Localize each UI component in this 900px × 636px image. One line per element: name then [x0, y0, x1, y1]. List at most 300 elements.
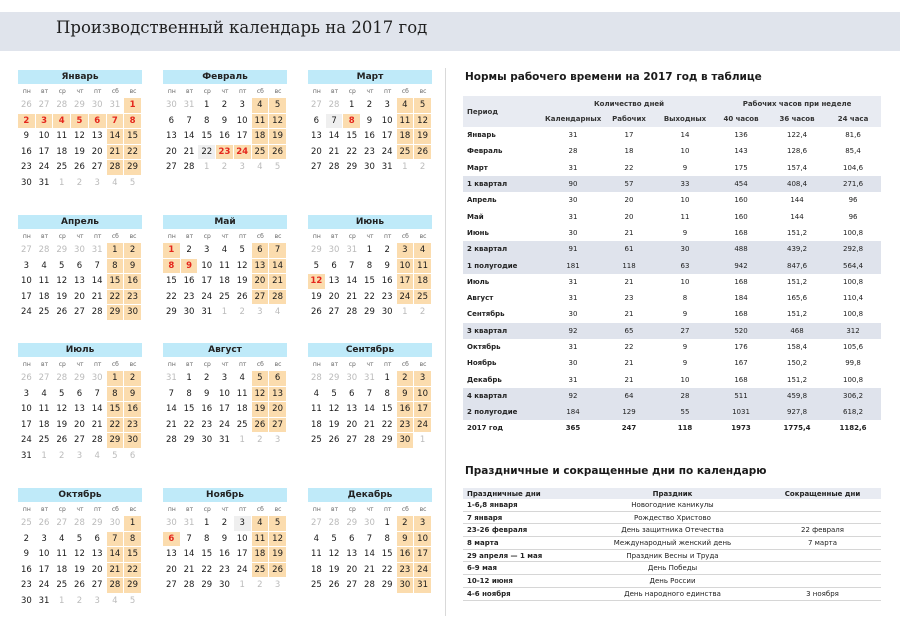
norms-value: 105,6: [843, 343, 864, 351]
norms-value: 65: [601, 323, 657, 339]
norms-value: 167: [734, 359, 748, 368]
weekday-label: вс: [419, 506, 427, 513]
norms-value: 11: [680, 212, 690, 221]
calendar-day: 21: [181, 563, 199, 579]
weekday-label: пн: [22, 88, 31, 95]
calendar-day: 21: [89, 290, 107, 306]
weekday-label: ср: [348, 233, 356, 240]
calendar-day: 28: [181, 160, 199, 176]
calendar-day: 27: [89, 160, 107, 176]
calendar-day: 1: [361, 243, 379, 259]
calendar-day: 2: [18, 532, 36, 548]
weekday-label: ср: [58, 233, 66, 240]
header-bar: [0, 12, 900, 51]
weekday-label: вт: [331, 506, 339, 513]
calendar-day: 18: [414, 274, 432, 290]
next-month-day: 3: [269, 578, 287, 594]
calendar-day: 19: [71, 145, 89, 161]
calendar-day: 24: [234, 145, 252, 161]
prev-month-day: 29: [308, 243, 326, 259]
calendar-day: 6: [163, 114, 181, 130]
calendar-day: 29: [163, 305, 181, 321]
norms-period: 2017 год: [467, 424, 504, 433]
norms-value: 64: [601, 388, 657, 404]
calendar-day: 25: [397, 145, 415, 161]
calendar-day: 9: [18, 547, 36, 563]
norms-value: 22: [624, 163, 634, 172]
norms-value: 21: [624, 228, 634, 237]
calendar-day: 12: [53, 274, 71, 290]
weekday-label: ср: [203, 506, 211, 513]
calendar-day: 14: [89, 402, 107, 418]
norms-value: 160: [734, 212, 748, 221]
prev-month-day: 28: [308, 371, 326, 387]
month-calendar: [18, 215, 142, 321]
calendar-day: 28: [326, 160, 344, 176]
norms-row: [463, 371, 881, 387]
calendar-day: 19: [252, 402, 270, 418]
weekday-label: вт: [41, 233, 49, 240]
prev-month-day: 30: [326, 243, 344, 259]
calendar-day: 2: [198, 371, 216, 387]
norms-value: 144: [790, 212, 804, 221]
calendar-day: 3: [414, 371, 432, 387]
weekday-label: вс: [274, 88, 282, 95]
holiday-row: [463, 562, 881, 575]
calendar-day: 22: [107, 418, 125, 434]
calendar-day: 25: [308, 433, 326, 449]
prev-month-day: 31: [163, 371, 181, 387]
weekday-label: сб: [111, 88, 119, 95]
calendar-day: 11: [252, 532, 270, 548]
calendar-day: 20: [89, 563, 107, 579]
calendar-day: 16: [18, 145, 36, 161]
calendar-day: 15: [181, 402, 199, 418]
calendar-day: 22: [163, 290, 181, 306]
next-month-day: 3: [252, 305, 270, 321]
calendar-day: 15: [163, 274, 181, 290]
next-month-day: 4: [107, 176, 125, 192]
norms-value: 1775,4: [783, 424, 811, 433]
prev-month-day: 25: [18, 516, 36, 532]
calendar-day: 10: [397, 259, 415, 275]
calendar-day: 11: [252, 114, 270, 130]
calendar-day: 21: [181, 145, 199, 161]
calendar-day: 27: [326, 305, 344, 321]
weekday-label: вс: [129, 506, 137, 513]
calendar-day: 22: [198, 145, 216, 161]
next-month-day: 5: [124, 594, 142, 610]
norms-period: 1 полугодие: [463, 257, 545, 273]
calendar-day: 16: [397, 547, 415, 563]
norms-value: 160: [734, 196, 748, 205]
calendar-day: 12: [234, 259, 252, 275]
calendar-day: 25: [308, 578, 326, 594]
norms-value: 30: [568, 228, 578, 237]
shortened-day: [764, 549, 881, 562]
weekday-label: чт: [221, 88, 229, 95]
norms-period: 3 квартал: [463, 323, 545, 339]
calendar-day: 13: [343, 402, 361, 418]
norms-value: 151,2: [786, 277, 808, 286]
weekday-label: вс: [274, 361, 282, 368]
calendar-day: 3: [36, 532, 54, 548]
prev-month-day: 27: [308, 98, 326, 114]
calendar-day: 25: [414, 290, 432, 306]
calendar-day: 29: [343, 160, 361, 176]
calendar-day: 1: [163, 243, 181, 259]
calendar-day: 17: [216, 402, 234, 418]
calendar-day: 3: [18, 259, 36, 275]
calendar-day: 18: [252, 129, 270, 145]
weekday-label: сб: [256, 506, 264, 513]
norms-value: 92: [545, 388, 601, 404]
calendar-day: 1: [198, 516, 216, 532]
calendar-day: 23: [216, 145, 234, 161]
weekday-label: чт: [76, 88, 84, 95]
calendar-day: 5: [53, 387, 71, 403]
calendar-day: 25: [252, 145, 270, 161]
norms-value: 129: [601, 404, 657, 420]
weekday-label: вс: [274, 506, 282, 513]
calendar-day: 12: [71, 129, 89, 145]
weekday-label: чт: [366, 88, 374, 95]
norms-value: 61: [601, 241, 657, 257]
norms-value: 100,8: [843, 310, 864, 319]
calendar-day: 7: [181, 114, 199, 130]
calendar-day: 28: [181, 578, 199, 594]
norms-row: [463, 388, 881, 404]
calendar-day: 18: [234, 402, 252, 418]
calendar-day: 20: [252, 274, 270, 290]
calendar-day: 4: [308, 387, 326, 403]
calendar-day: 8: [124, 532, 142, 548]
next-month-day: 4: [252, 160, 270, 176]
weekday-label: вс: [129, 233, 137, 240]
calendar-day: 8: [107, 259, 125, 275]
prev-month-day: 29: [326, 371, 344, 387]
norms-value: 63: [657, 257, 713, 273]
norms-value: 439,2: [769, 241, 825, 257]
holiday-dates: 6-9 мая: [463, 562, 581, 575]
next-month-day: 3: [89, 594, 107, 610]
weekday-label: ср: [58, 361, 66, 368]
calendar-day: 6: [71, 259, 89, 275]
calendar-day: 30: [198, 433, 216, 449]
calendar-day: 16: [361, 129, 379, 145]
calendar-day: 12: [252, 387, 270, 403]
holiday-dates: 4-6 ноября: [463, 587, 581, 600]
norms-value: 21: [624, 359, 634, 368]
calendar-day: 21: [343, 290, 361, 306]
calendar-day: 9: [361, 114, 379, 130]
calendar-day: 23: [379, 290, 397, 306]
norms-row: [463, 323, 881, 339]
calendar-day: 20: [343, 563, 361, 579]
calendar-day: 16: [216, 547, 234, 563]
calendar-day: 14: [343, 274, 361, 290]
calendar-day: 9: [379, 259, 397, 275]
norms-value: 33: [657, 176, 713, 192]
norms-value: 100,8: [843, 277, 864, 286]
month-calendar: [18, 488, 142, 609]
month-calendar: [308, 70, 432, 176]
weekday-label: сб: [256, 361, 264, 368]
norms-value: 21: [624, 375, 634, 384]
calendar-day: 2: [216, 98, 234, 114]
weekday-label: ср: [348, 88, 356, 95]
calendar-day: 1: [343, 98, 361, 114]
calendar-day: 13: [71, 274, 89, 290]
norms-value: 847,6: [769, 257, 825, 273]
norms-value: 151,2: [786, 228, 808, 237]
norms-period: Январь: [467, 131, 496, 140]
norms-row: [463, 355, 881, 371]
calendar-day: 6: [308, 114, 326, 130]
calendar-day: 14: [181, 129, 199, 145]
prev-month-day: 27: [53, 516, 71, 532]
prev-month-day: 30: [71, 243, 89, 259]
norms-value: 118: [677, 424, 693, 433]
calendar-day: 4: [234, 371, 252, 387]
weekday-label: вт: [186, 88, 194, 95]
holiday-dates: 23-26 февраля: [463, 524, 581, 537]
month-name: Июнь: [308, 215, 432, 229]
prev-month-day: 27: [18, 243, 36, 259]
month-name: Апрель: [18, 215, 142, 229]
calendar-day: 14: [361, 402, 379, 418]
weekday-label: ср: [58, 88, 66, 95]
calendar-day: 30: [181, 305, 199, 321]
holiday-name: День народного единства: [581, 587, 764, 600]
weekday-label: пт: [93, 88, 102, 95]
calendar-day: 20: [163, 563, 181, 579]
norms-value: 618,2: [825, 404, 881, 420]
calendar-day: 9: [216, 114, 234, 130]
calendar-day: 3: [18, 387, 36, 403]
calendar-day: 17: [379, 129, 397, 145]
calendar-day: 9: [397, 532, 415, 548]
calendar-day: 11: [53, 129, 71, 145]
calendar-day: 12: [269, 114, 287, 130]
calendar-day: 30: [124, 433, 142, 449]
calendar-day: 27: [71, 433, 89, 449]
calendar-day: 14: [269, 259, 287, 275]
norms-header-period: Период: [463, 96, 545, 127]
month-name: Август: [163, 343, 287, 357]
calendar-day: 14: [326, 129, 344, 145]
holiday-name: Международный женский день: [581, 537, 764, 550]
calendar-day: 18: [36, 290, 54, 306]
calendar-day: 4: [397, 98, 415, 114]
prev-month-day: 28: [326, 98, 344, 114]
calendar-day: 30: [124, 305, 142, 321]
calendar-day: 2: [181, 243, 199, 259]
calendar-day: 17: [18, 418, 36, 434]
month-name: Март: [308, 70, 432, 84]
shortened-day: 22 февраля: [764, 524, 881, 537]
calendar-day: 14: [181, 547, 199, 563]
calendar-day: 10: [198, 259, 216, 275]
norms-value: 20: [624, 196, 634, 205]
weekday-label: сб: [256, 233, 264, 240]
calendar-day: 24: [414, 418, 432, 434]
norms-row: [463, 404, 881, 420]
calendar-day: 28: [89, 433, 107, 449]
prev-month-day: 29: [89, 516, 107, 532]
weekday-label: вс: [129, 361, 137, 368]
calendar-day: 26: [269, 563, 287, 579]
calendar-day: 18: [36, 418, 54, 434]
calendar-day: 31: [36, 594, 54, 610]
norms-value: 454: [713, 176, 769, 192]
holiday-dates: 1-6,8 января: [463, 499, 581, 511]
calendar-day: 30: [379, 305, 397, 321]
weekday-label: пн: [312, 506, 321, 513]
prev-month-day: 26: [36, 516, 54, 532]
calendar-day: 10: [414, 532, 432, 548]
norms-value: 31: [568, 277, 578, 286]
next-month-day: 3: [234, 160, 252, 176]
norms-value: 31: [568, 375, 578, 384]
calendar-day: 26: [269, 145, 287, 161]
calendar-day: 1: [181, 371, 199, 387]
norms-value: 9: [682, 343, 688, 351]
norms-value: 8: [682, 294, 688, 303]
norms-period: Август: [467, 294, 494, 303]
weekday-label: пт: [238, 233, 247, 240]
calendar-day: 12: [308, 274, 326, 290]
weekday-label: пт: [383, 506, 392, 513]
calendar-day: 25: [53, 578, 71, 594]
month-calendar: [18, 343, 142, 464]
calendar-day: 28: [107, 160, 125, 176]
weekday-label: сб: [256, 88, 264, 95]
prev-month-day: 29: [71, 371, 89, 387]
norms-value: 21: [624, 277, 634, 286]
norms-value: 57: [601, 176, 657, 192]
norms-value: 30: [568, 196, 578, 205]
calendar-day: 16: [379, 274, 397, 290]
holiday-row: [463, 587, 881, 600]
calendar-day: 18: [252, 547, 270, 563]
calendar-day: 19: [269, 129, 287, 145]
calendar-day: 22: [361, 290, 379, 306]
calendar-day: 29: [379, 433, 397, 449]
weekday-label: чт: [221, 233, 229, 240]
calendar-day: 6: [71, 387, 89, 403]
norms-col-24h: 24 часа: [825, 111, 881, 127]
prev-month-day: 30: [163, 98, 181, 114]
norms-value: 28: [568, 147, 578, 156]
norms-col-working: Рабочих: [601, 111, 657, 127]
weekday-label: вс: [419, 233, 427, 240]
calendar-day: 17: [397, 274, 415, 290]
norms-value: 511: [713, 388, 769, 404]
calendar-day: 2: [397, 516, 415, 532]
norms-value: 10: [680, 277, 690, 286]
norms-value: 100,8: [843, 228, 864, 237]
calendar-day: 25: [234, 418, 252, 434]
calendar-day: 2: [124, 243, 142, 259]
calendar-day: 29: [124, 160, 142, 176]
norms-value: 21: [624, 310, 634, 319]
calendar-day: 3: [234, 516, 252, 532]
calendar-day: 10: [234, 114, 252, 130]
weekday-label: пн: [312, 361, 321, 368]
calendar-day: 31: [216, 433, 234, 449]
norms-value: 122,4: [786, 131, 808, 140]
calendar-day: 27: [163, 160, 181, 176]
calendar-day: 6: [89, 114, 107, 130]
norms-value: 20: [624, 212, 634, 221]
month-name: Май: [163, 215, 287, 229]
next-month-day: 2: [53, 449, 71, 465]
calendar-day: 15: [379, 402, 397, 418]
shortened-day: [764, 499, 881, 511]
calendar-day: 15: [124, 129, 142, 145]
calendar-day: 27: [89, 578, 107, 594]
calendar-day: 12: [53, 402, 71, 418]
calendar-day: 26: [414, 145, 432, 161]
norms-value: 31: [568, 163, 578, 172]
next-month-day: 3: [269, 433, 287, 449]
calendar-day: 19: [269, 547, 287, 563]
norms-value: 157,4: [786, 163, 808, 172]
calendar-day: 6: [343, 387, 361, 403]
weekday-label: пт: [383, 233, 392, 240]
calendar-day: 8: [343, 114, 361, 130]
calendar-day: 13: [163, 129, 181, 145]
calendar-day: 21: [89, 418, 107, 434]
calendar-day: 29: [107, 433, 125, 449]
weekday-label: вт: [186, 506, 194, 513]
norms-header-days: Количество дней: [545, 96, 713, 111]
calendar-day: 15: [107, 402, 125, 418]
norms-value: 9: [682, 228, 688, 237]
weekday-label: пт: [383, 88, 392, 95]
norms-value: 1031: [713, 404, 769, 420]
calendar-day: 21: [107, 563, 125, 579]
calendar-day: 27: [252, 290, 270, 306]
calendar-day: 17: [36, 563, 54, 579]
holiday-name: День защитника Отечества: [581, 524, 764, 537]
norms-period: Февраль: [467, 147, 503, 156]
calendar-day: 6: [252, 243, 270, 259]
norms-period: 1 квартал: [463, 176, 545, 192]
month-name: Январь: [18, 70, 142, 84]
calendar-day: 19: [234, 274, 252, 290]
holiday-row: [463, 524, 881, 537]
norms-value: 168: [734, 277, 748, 286]
norms-period: Ноябрь: [467, 359, 497, 368]
calendar-day: 3: [414, 516, 432, 532]
calendar-day: 9: [198, 387, 216, 403]
calendar-day: 27: [343, 578, 361, 594]
calendar-day: 27: [163, 578, 181, 594]
weekday-label: пт: [238, 88, 247, 95]
calendar-day: 12: [71, 547, 89, 563]
calendar-day: 12: [326, 547, 344, 563]
month-name: Сентябрь: [308, 343, 432, 357]
calendar-day: 1: [379, 371, 397, 387]
norms-period: Июнь: [467, 228, 489, 237]
calendar-day: 29: [198, 578, 216, 594]
calendar-day: 11: [36, 274, 54, 290]
prev-month-day: 31: [181, 516, 199, 532]
calendar-day: 24: [379, 145, 397, 161]
next-month-day: 1: [234, 433, 252, 449]
